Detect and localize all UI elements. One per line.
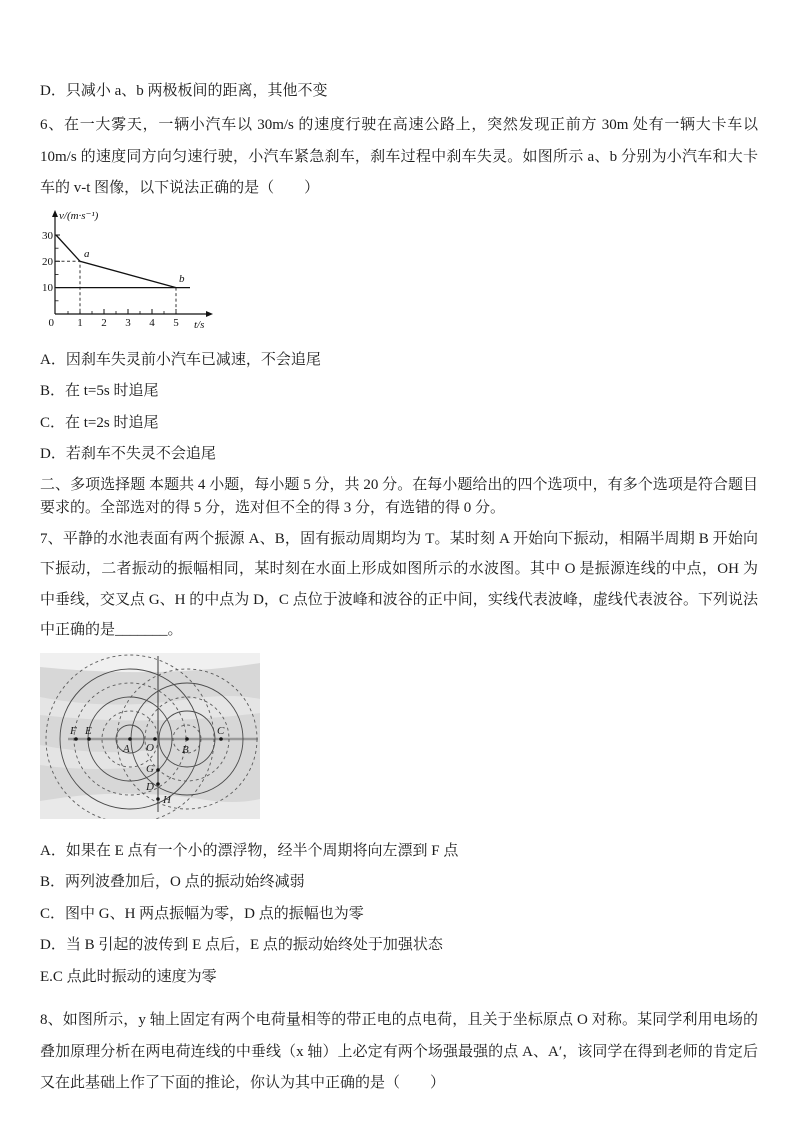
question6-option-a: A．因刹车失灵前小汽车已减速，不会追尾 bbox=[40, 351, 321, 368]
vt-origin-label: 0 bbox=[48, 316, 54, 329]
vt-minor-ticks bbox=[55, 248, 164, 314]
question5-option-d: D．只减小 a、b 两极板间的距离，其他不变 bbox=[40, 83, 328, 99]
wave-point-c-label: C bbox=[217, 724, 225, 737]
question6-option-b: B．在 t=5s 时追尾 bbox=[40, 383, 159, 399]
wave-point-h-label: H bbox=[163, 793, 171, 806]
wave-point-d-label: D bbox=[146, 780, 154, 793]
vt-graph-svg bbox=[40, 208, 218, 332]
question7-text: 7、平静的水池表面有两个振源 A、B，固有振动周期均为 T。某时刻 A 开始向下振动，相隔半周期 B 开始向下振动，二者振动的振幅相同，某时刻在水面上形成如图所示的水波图。其中 O 是振源连线的中点，OH 为中垂线，交叉点 G、H 的中点为 D，C 点位于波峰和波谷的正中间，实线代表波峰，虚线代表波谷。下列说法中正确的是_______。 bbox=[40, 530, 758, 638]
x-axis-arrow-icon bbox=[206, 311, 213, 317]
question6-option-d: D．若刹车不失灵不会追尾 bbox=[40, 446, 216, 462]
vt-graph-figure bbox=[40, 208, 758, 337]
vt-ytick-20: 20 bbox=[42, 255, 53, 268]
section2-heading: 二、多项选择题 本题共 4 小题，每小题 5 分，共 20 分。在每小题给出的四个选项中，有多个选项是符合题目要求的。全部选对的得 5 分，选对但不全的得 3 分，有选错的得 0 分。 bbox=[40, 476, 758, 516]
wave-pattern-svg bbox=[40, 653, 260, 819]
wave-point-a-label: A bbox=[123, 742, 130, 755]
vt-axes bbox=[55, 214, 208, 314]
vt-xtick-2: 2 bbox=[101, 316, 107, 329]
vt-major-ticks bbox=[55, 235, 176, 314]
vt-x-axis-label: t/s bbox=[194, 318, 205, 331]
wave-point-b-label: B bbox=[182, 743, 189, 756]
question6-option-c: C．在 t=2s 时追尾 bbox=[40, 414, 159, 431]
vt-y-axis-label: v/(m·s⁻¹) bbox=[59, 209, 99, 222]
wave-point-e-label: E bbox=[85, 724, 92, 737]
question6-text: 6、在一大雾天，一辆小汽车以 30m/s 的速度行驶在高速公路上，突然发现正前方 30m 处有一辆大卡车以 10m/s 的速度同方向匀速行驶，小汽车紧急刹车，刹车过程中刹车失灵。如图所示 a、b 分别为小汽车和大卡车的 v-t 图像，以下说法正确的是（ ） bbox=[40, 117, 758, 196]
vt-ytick-30: 30 bbox=[42, 229, 53, 242]
vt-xtick-1: 1 bbox=[77, 316, 83, 329]
vt-point-a-label: a bbox=[84, 247, 90, 260]
vt-xtick-3: 3 bbox=[125, 316, 131, 329]
question7-option-a: A．如果在 E 点有一个小的漂浮物，经半个周期将向左漂到 F 点 bbox=[40, 842, 459, 859]
vt-point-b-label: b bbox=[179, 272, 185, 285]
vt-xtick-4: 4 bbox=[149, 316, 155, 329]
question7-option-d: D．当 B 引起的波传到 E 点后，E 点的振动始终处于加强状态 bbox=[40, 937, 443, 953]
wave-point-g-label: G bbox=[146, 762, 154, 775]
question7-option-c: C．图中 G、H 两点振幅为零，D 点的振幅也为零 bbox=[40, 905, 364, 922]
y-axis-arrow-icon bbox=[52, 210, 58, 217]
vt-xtick-5: 5 bbox=[173, 316, 179, 329]
question8-text: 8、如图所示，y 轴上固定有两个电荷量相等的带正电的点电荷，且关于坐标原点 O 对称。某同学利用电场的叠加原理分析在两电荷连线的中垂线（x 轴）上必定有两个场强最强的点 A、A′，该同学在得到老师的肯定后又在此基础上作了下面的推论，你认为其中正确的是（ ） bbox=[40, 1012, 758, 1091]
wave-point-f-label: F bbox=[70, 724, 77, 737]
wave-point-o-label: O bbox=[146, 741, 154, 754]
vt-ytick-10: 10 bbox=[42, 281, 53, 294]
question7-option-e: E.C 点此时振动的速度为零 bbox=[40, 968, 217, 985]
question7-option-b: B．两列波叠加后，O 点的振动始终减弱 bbox=[40, 874, 305, 890]
wave-pattern-figure bbox=[40, 653, 758, 824]
